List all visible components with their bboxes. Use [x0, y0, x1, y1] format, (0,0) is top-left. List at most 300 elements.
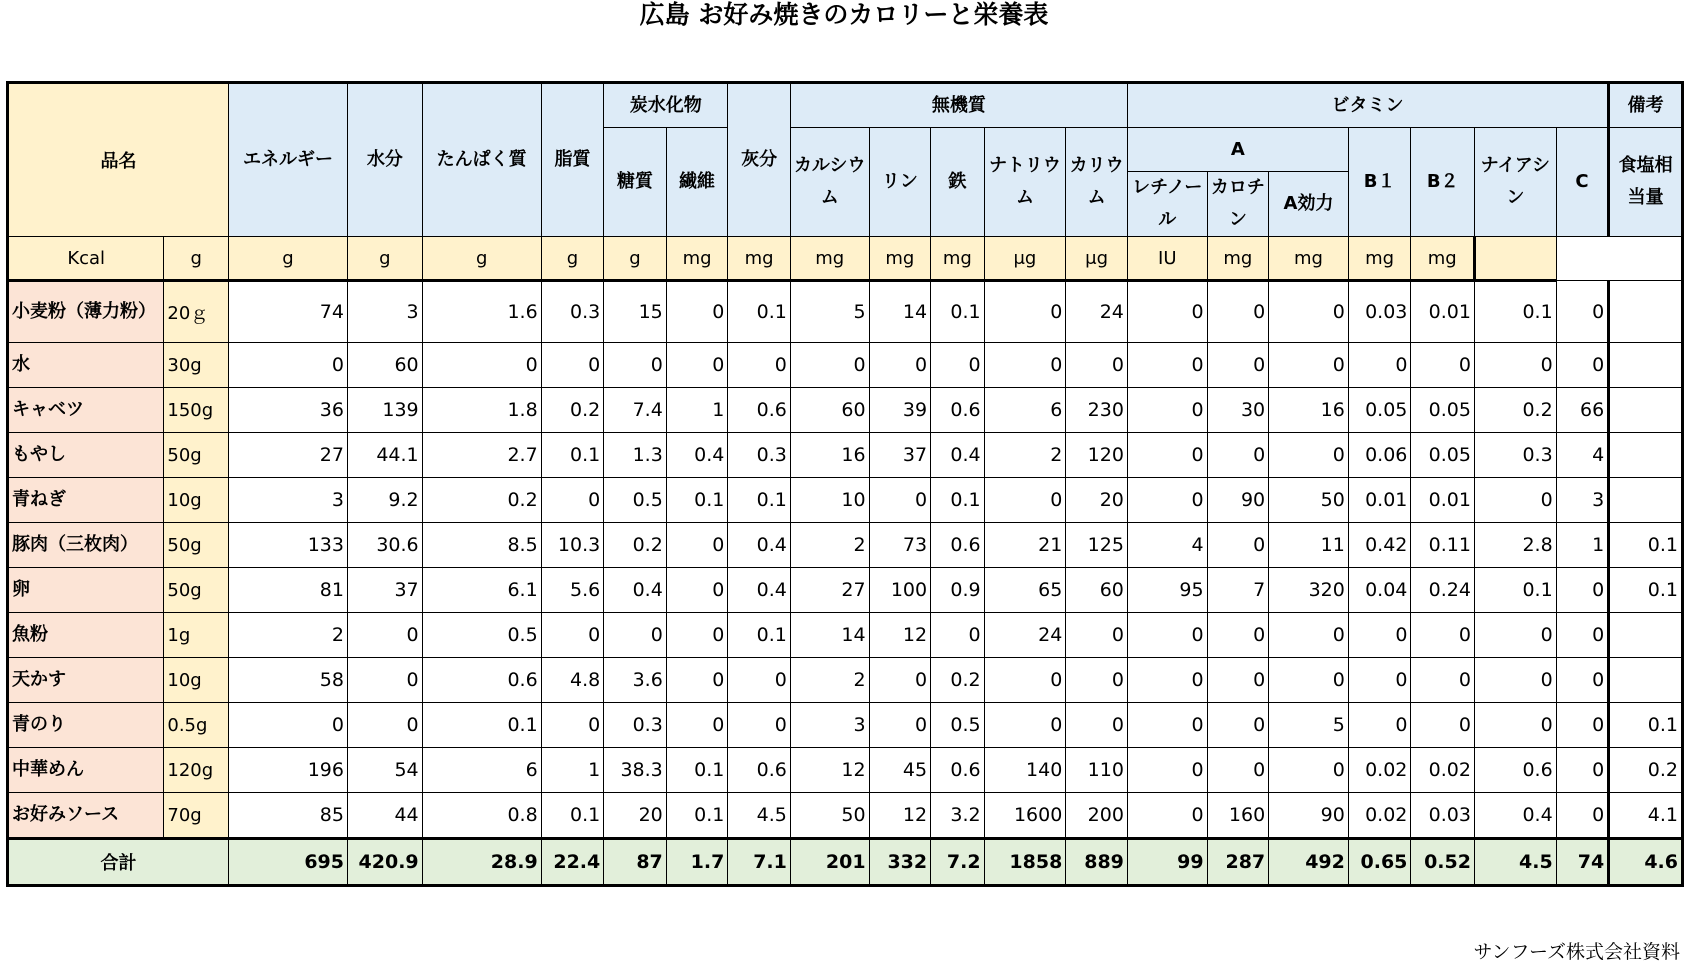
value-cell: [1609, 478, 1683, 523]
value-cell: 0.6: [1474, 748, 1556, 793]
total-cell: 7.2: [931, 839, 984, 886]
unit-cell: g: [228, 237, 347, 281]
header-vit-a: A: [1127, 128, 1348, 172]
value-cell: 1.8: [422, 388, 541, 433]
value-cell: 0: [666, 658, 728, 703]
value-cell: 24: [984, 613, 1066, 658]
value-cell: 2.7: [422, 433, 541, 478]
value-cell: 0: [984, 703, 1066, 748]
value-cell: 12: [790, 748, 869, 793]
header-potassium: カリウム: [1066, 128, 1128, 237]
value-cell: 0: [1127, 478, 1207, 523]
value-cell: 50: [790, 793, 869, 839]
header-remarks: 備考: [1609, 83, 1683, 128]
header-vitamin-group: ビタミン: [1127, 83, 1608, 128]
value-cell: 21: [984, 523, 1066, 568]
value-cell: [1609, 388, 1683, 433]
value-cell: 0: [1207, 748, 1269, 793]
value-cell: 133: [228, 523, 347, 568]
value-cell: 0.03: [1348, 281, 1411, 343]
value-cell: 0.42: [1348, 523, 1411, 568]
total-label: 合計: [8, 839, 229, 886]
unit-cell: g: [604, 237, 667, 281]
value-cell: 1.6: [422, 281, 541, 343]
unit-cell: g: [347, 237, 422, 281]
value-cell: 0: [604, 613, 667, 658]
value-cell: 0.1: [728, 478, 791, 523]
value-cell: 4.1: [1609, 793, 1683, 839]
value-cell: 66: [1556, 388, 1609, 433]
food-quantity: 10g: [164, 658, 229, 703]
value-cell: 45: [869, 748, 931, 793]
value-cell: 0: [1556, 343, 1609, 388]
value-cell: 0: [1474, 478, 1556, 523]
value-cell: 4.8: [541, 658, 604, 703]
value-cell: 0: [869, 478, 931, 523]
total-row: [8, 839, 1683, 886]
table-row: [8, 748, 1683, 793]
unit-cell: [1474, 237, 1556, 281]
total-cell: 420.9: [347, 839, 422, 886]
value-cell: 0: [541, 703, 604, 748]
unit-cell: mg: [931, 237, 984, 281]
table-row: [8, 433, 1683, 478]
value-cell: 0: [1411, 613, 1475, 658]
header-fiber: 繊維: [666, 128, 728, 237]
value-cell: [1609, 343, 1683, 388]
value-cell: 0: [728, 703, 791, 748]
value-cell: 0: [1066, 343, 1128, 388]
value-cell: 4.5: [728, 793, 791, 839]
value-cell: 0.8: [422, 793, 541, 839]
value-cell: 320: [1269, 568, 1349, 613]
value-cell: 3: [228, 478, 347, 523]
value-cell: 0.05: [1348, 388, 1411, 433]
value-cell: 10.3: [541, 523, 604, 568]
value-cell: 24: [1066, 281, 1128, 343]
value-cell: 81: [228, 568, 347, 613]
value-cell: 0: [984, 343, 1066, 388]
header-mineral-group: 無機質: [790, 83, 1127, 128]
value-cell: [1609, 433, 1683, 478]
value-cell: 0.02: [1348, 748, 1411, 793]
value-cell: 0.11: [1411, 523, 1475, 568]
value-cell: 30.6: [347, 523, 422, 568]
value-cell: 60: [347, 343, 422, 388]
value-cell: 0.1: [1609, 523, 1683, 568]
value-cell: 16: [1269, 388, 1349, 433]
value-cell: 4: [1127, 523, 1207, 568]
table-row: [8, 658, 1683, 703]
value-cell: 2: [790, 523, 869, 568]
value-cell: 0: [1127, 343, 1207, 388]
value-cell: 0.1: [1474, 281, 1556, 343]
unit-cell: IU: [1127, 237, 1207, 281]
value-cell: 0: [1207, 523, 1269, 568]
value-cell: 39: [869, 388, 931, 433]
value-cell: 7: [1207, 568, 1269, 613]
header-energy: エネルギー: [228, 83, 347, 237]
table-row: [8, 281, 1683, 343]
total-cell: 0.65: [1348, 839, 1411, 886]
value-cell: 73: [869, 523, 931, 568]
food-name: 青ねぎ: [8, 478, 164, 523]
value-cell: 60: [790, 388, 869, 433]
value-cell: 0.6: [728, 388, 791, 433]
value-cell: 6: [422, 748, 541, 793]
value-cell: 0: [1207, 343, 1269, 388]
table-row: [8, 388, 1683, 433]
value-cell: 0: [228, 343, 347, 388]
value-cell: 95: [1127, 568, 1207, 613]
value-cell: 140: [984, 748, 1066, 793]
value-cell: 36: [228, 388, 347, 433]
value-cell: 2: [984, 433, 1066, 478]
value-cell: 0.1: [666, 748, 728, 793]
value-cell: 1: [666, 388, 728, 433]
value-cell: 38.3: [604, 748, 667, 793]
value-cell: 1.3: [604, 433, 667, 478]
unit-cell: μg: [1066, 237, 1128, 281]
value-cell: 8.5: [422, 523, 541, 568]
value-cell: 0.1: [1609, 703, 1683, 748]
value-cell: 0: [728, 658, 791, 703]
value-cell: 0.6: [931, 748, 984, 793]
value-cell: 20: [604, 793, 667, 839]
total-cell: 332: [869, 839, 931, 886]
food-quantity: 50g: [164, 433, 229, 478]
value-cell: 0.5: [604, 478, 667, 523]
value-cell: 0: [790, 343, 869, 388]
food-quantity: 50g: [164, 523, 229, 568]
value-cell: 0: [984, 658, 1066, 703]
value-cell: 0: [1127, 433, 1207, 478]
value-cell: 0: [1556, 703, 1609, 748]
value-cell: 100: [869, 568, 931, 613]
food-quantity: 0.5g: [164, 703, 229, 748]
food-quantity: 150g: [164, 388, 229, 433]
value-cell: 0.6: [931, 523, 984, 568]
value-cell: 125: [1066, 523, 1128, 568]
value-cell: 0: [1269, 433, 1349, 478]
value-cell: 0: [1556, 281, 1609, 343]
value-cell: 4: [1556, 433, 1609, 478]
header-niacin: ナイアシン: [1474, 128, 1556, 237]
value-cell: 9.2: [347, 478, 422, 523]
value-cell: 58: [228, 658, 347, 703]
value-cell: 0.1: [541, 433, 604, 478]
value-cell: 0: [347, 613, 422, 658]
value-cell: 0: [1127, 748, 1207, 793]
value-cell: 139: [347, 388, 422, 433]
total-cell: 201: [790, 839, 869, 886]
unit-cell: mg: [728, 237, 791, 281]
value-cell: 5: [1269, 703, 1349, 748]
value-cell: 230: [1066, 388, 1128, 433]
value-cell: 2: [790, 658, 869, 703]
value-cell: 15: [604, 281, 667, 343]
value-cell: 0.03: [1411, 793, 1475, 839]
food-name: 卵: [8, 568, 164, 613]
value-cell: 160: [1207, 793, 1269, 839]
value-cell: 0: [541, 478, 604, 523]
header-b2: B２: [1411, 128, 1475, 237]
header-carotene: カロチン: [1207, 172, 1269, 237]
unit-cell: mg: [1207, 237, 1269, 281]
source-note: サンフーズ株式会社資料: [1473, 941, 1680, 963]
food-quantity: 30g: [164, 343, 229, 388]
value-cell: 14: [790, 613, 869, 658]
value-cell: 0.1: [728, 281, 791, 343]
value-cell: 0.1: [1609, 568, 1683, 613]
value-cell: 0: [1474, 658, 1556, 703]
value-cell: 0.1: [1474, 568, 1556, 613]
value-cell: 0.02: [1348, 793, 1411, 839]
value-cell: 0.02: [1411, 748, 1475, 793]
unit-cell: g: [164, 237, 229, 281]
header-salt: 食塩相当量: [1609, 128, 1683, 237]
value-cell: 0: [347, 703, 422, 748]
value-cell: 0: [1348, 658, 1411, 703]
value-cell: 110: [1066, 748, 1128, 793]
value-cell: 0.24: [1411, 568, 1475, 613]
value-cell: 0.1: [931, 281, 984, 343]
value-cell: 1: [1556, 523, 1609, 568]
value-cell: 0.1: [541, 793, 604, 839]
value-cell: 0: [1066, 658, 1128, 703]
total-cell: 0.52: [1411, 839, 1475, 886]
value-cell: 0: [1207, 281, 1269, 343]
value-cell: 0.01: [1348, 478, 1411, 523]
value-cell: 200: [1066, 793, 1128, 839]
value-cell: 1: [541, 748, 604, 793]
table-row: [8, 343, 1683, 388]
table-row: [8, 523, 1683, 568]
value-cell: 0: [1474, 343, 1556, 388]
header-water: 水分: [347, 83, 422, 237]
value-cell: 0.1: [422, 703, 541, 748]
value-cell: 0: [1556, 568, 1609, 613]
value-cell: 0: [228, 703, 347, 748]
header-sugar: 糖質: [604, 128, 667, 237]
value-cell: 120: [1066, 433, 1128, 478]
value-cell: 0.6: [728, 748, 791, 793]
value-cell: 0: [1556, 793, 1609, 839]
header-phosphorus: リン: [869, 128, 931, 237]
total-cell: 7.1: [728, 839, 791, 886]
value-cell: 44.1: [347, 433, 422, 478]
total-cell: 4.6: [1609, 839, 1683, 886]
unit-cell: mg: [790, 237, 869, 281]
unit-cell: mg: [666, 237, 728, 281]
header-iron: 鉄: [931, 128, 984, 237]
food-quantity: 20ｇ: [164, 281, 229, 343]
header-a-effect: A効力: [1269, 172, 1349, 237]
unit-cell: mg: [1269, 237, 1349, 281]
value-cell: 44: [347, 793, 422, 839]
header-carb-group: 炭水化物: [604, 83, 728, 128]
value-cell: 1600: [984, 793, 1066, 839]
value-cell: 60: [1066, 568, 1128, 613]
value-cell: 0: [666, 703, 728, 748]
food-name: 小麦粉（薄力粉）: [8, 281, 164, 343]
value-cell: 0: [1474, 703, 1556, 748]
total-cell: 695: [228, 839, 347, 886]
value-cell: 0: [1411, 658, 1475, 703]
value-cell: [1609, 658, 1683, 703]
value-cell: 12: [869, 613, 931, 658]
value-cell: 0: [984, 478, 1066, 523]
value-cell: 20: [1066, 478, 1128, 523]
value-cell: 0: [931, 613, 984, 658]
value-cell: [1609, 613, 1683, 658]
value-cell: 0: [1411, 703, 1475, 748]
value-cell: 0: [869, 703, 931, 748]
total-cell: 287: [1207, 839, 1269, 886]
unit-cell: Kcal: [8, 237, 164, 281]
value-cell: 0: [728, 343, 791, 388]
value-cell: 0: [1127, 703, 1207, 748]
value-cell: 3: [347, 281, 422, 343]
value-cell: 50: [1269, 478, 1349, 523]
total-cell: 99: [1127, 839, 1207, 886]
value-cell: 0.9: [931, 568, 984, 613]
header-calcium: カルシウム: [790, 128, 869, 237]
value-cell: 0.3: [1474, 433, 1556, 478]
food-name: お好みソース: [8, 793, 164, 839]
value-cell: 0.01: [1411, 478, 1475, 523]
value-cell: 0: [604, 343, 667, 388]
value-cell: 0.4: [931, 433, 984, 478]
value-cell: 37: [347, 568, 422, 613]
value-cell: 0.3: [541, 281, 604, 343]
value-cell: 54: [347, 748, 422, 793]
page-title: 広島 お好み焼きのカロリーと栄養表: [639, 0, 1049, 29]
value-cell: 0: [541, 613, 604, 658]
value-cell: 90: [1269, 793, 1349, 839]
total-cell: 74: [1556, 839, 1609, 886]
unit-cell: g: [541, 237, 604, 281]
value-cell: 0.4: [666, 433, 728, 478]
value-cell: 0: [931, 343, 984, 388]
value-cell: 0: [1127, 793, 1207, 839]
value-cell: 3.2: [931, 793, 984, 839]
food-name: 水: [8, 343, 164, 388]
food-name: 天かす: [8, 658, 164, 703]
value-cell: 0: [1207, 433, 1269, 478]
header-b1: B１: [1348, 128, 1411, 237]
value-cell: [1609, 281, 1683, 343]
value-cell: 0.6: [931, 388, 984, 433]
header-vit-c: C: [1556, 128, 1609, 237]
value-cell: 6: [984, 388, 1066, 433]
food-name: もやし: [8, 433, 164, 478]
value-cell: 14: [869, 281, 931, 343]
value-cell: 0.2: [1474, 388, 1556, 433]
header-protein: たんぱく質: [422, 83, 541, 237]
nutrition-table: [6, 81, 1684, 887]
food-name: 魚粉: [8, 613, 164, 658]
value-cell: 65: [984, 568, 1066, 613]
value-cell: 0.04: [1348, 568, 1411, 613]
value-cell: 0.05: [1411, 388, 1475, 433]
total-cell: 22.4: [541, 839, 604, 886]
table-row: [8, 703, 1683, 748]
value-cell: 0: [1269, 748, 1349, 793]
value-cell: 0: [422, 343, 541, 388]
value-cell: 0.2: [422, 478, 541, 523]
value-cell: 0: [1348, 613, 1411, 658]
value-cell: 0.2: [604, 523, 667, 568]
value-cell: 0.2: [541, 388, 604, 433]
value-cell: 74: [228, 281, 347, 343]
value-cell: 0.3: [728, 433, 791, 478]
value-cell: 3.6: [604, 658, 667, 703]
value-cell: 0: [1556, 658, 1609, 703]
unit-cell: g: [422, 237, 541, 281]
value-cell: 0.2: [1609, 748, 1683, 793]
value-cell: 16: [790, 433, 869, 478]
value-cell: 12: [869, 793, 931, 839]
food-name: 豚肉（三枚肉）: [8, 523, 164, 568]
header-fat: 脂質: [541, 83, 604, 237]
value-cell: 6.1: [422, 568, 541, 613]
value-cell: 0: [1269, 613, 1349, 658]
unit-cell: μg: [984, 237, 1066, 281]
value-cell: 0: [984, 281, 1066, 343]
food-quantity: 10g: [164, 478, 229, 523]
value-cell: 27: [228, 433, 347, 478]
value-cell: 0.4: [1474, 793, 1556, 839]
total-cell: 4.5: [1474, 839, 1556, 886]
value-cell: 27: [790, 568, 869, 613]
value-cell: 0: [1269, 343, 1349, 388]
value-cell: 37: [869, 433, 931, 478]
value-cell: 11: [1269, 523, 1349, 568]
value-cell: 0.05: [1411, 433, 1475, 478]
value-cell: 0.1: [666, 793, 728, 839]
value-cell: 0: [1348, 703, 1411, 748]
value-cell: 196: [228, 748, 347, 793]
value-cell: 0: [1127, 613, 1207, 658]
value-cell: 0: [1207, 613, 1269, 658]
food-quantity: 50g: [164, 568, 229, 613]
table-row: [8, 613, 1683, 658]
value-cell: 0.01: [1411, 281, 1475, 343]
total-cell: 28.9: [422, 839, 541, 886]
total-cell: 87: [604, 839, 667, 886]
value-cell: 0.4: [728, 523, 791, 568]
food-quantity: 120g: [164, 748, 229, 793]
value-cell: 0: [1269, 658, 1349, 703]
unit-cell: mg: [1348, 237, 1411, 281]
value-cell: 0: [1066, 703, 1128, 748]
value-cell: 0: [347, 658, 422, 703]
table-row: [8, 568, 1683, 613]
value-cell: 2.8: [1474, 523, 1556, 568]
value-cell: 90: [1207, 478, 1269, 523]
value-cell: 0: [1127, 281, 1207, 343]
value-cell: 5: [790, 281, 869, 343]
value-cell: 0: [1207, 658, 1269, 703]
food-quantity: 1g: [164, 613, 229, 658]
value-cell: 0: [1556, 613, 1609, 658]
header-ash: 灰分: [728, 83, 791, 237]
table-row: [8, 478, 1683, 523]
value-cell: 0: [1269, 281, 1349, 343]
value-cell: 0: [666, 343, 728, 388]
value-cell: 0.6: [422, 658, 541, 703]
